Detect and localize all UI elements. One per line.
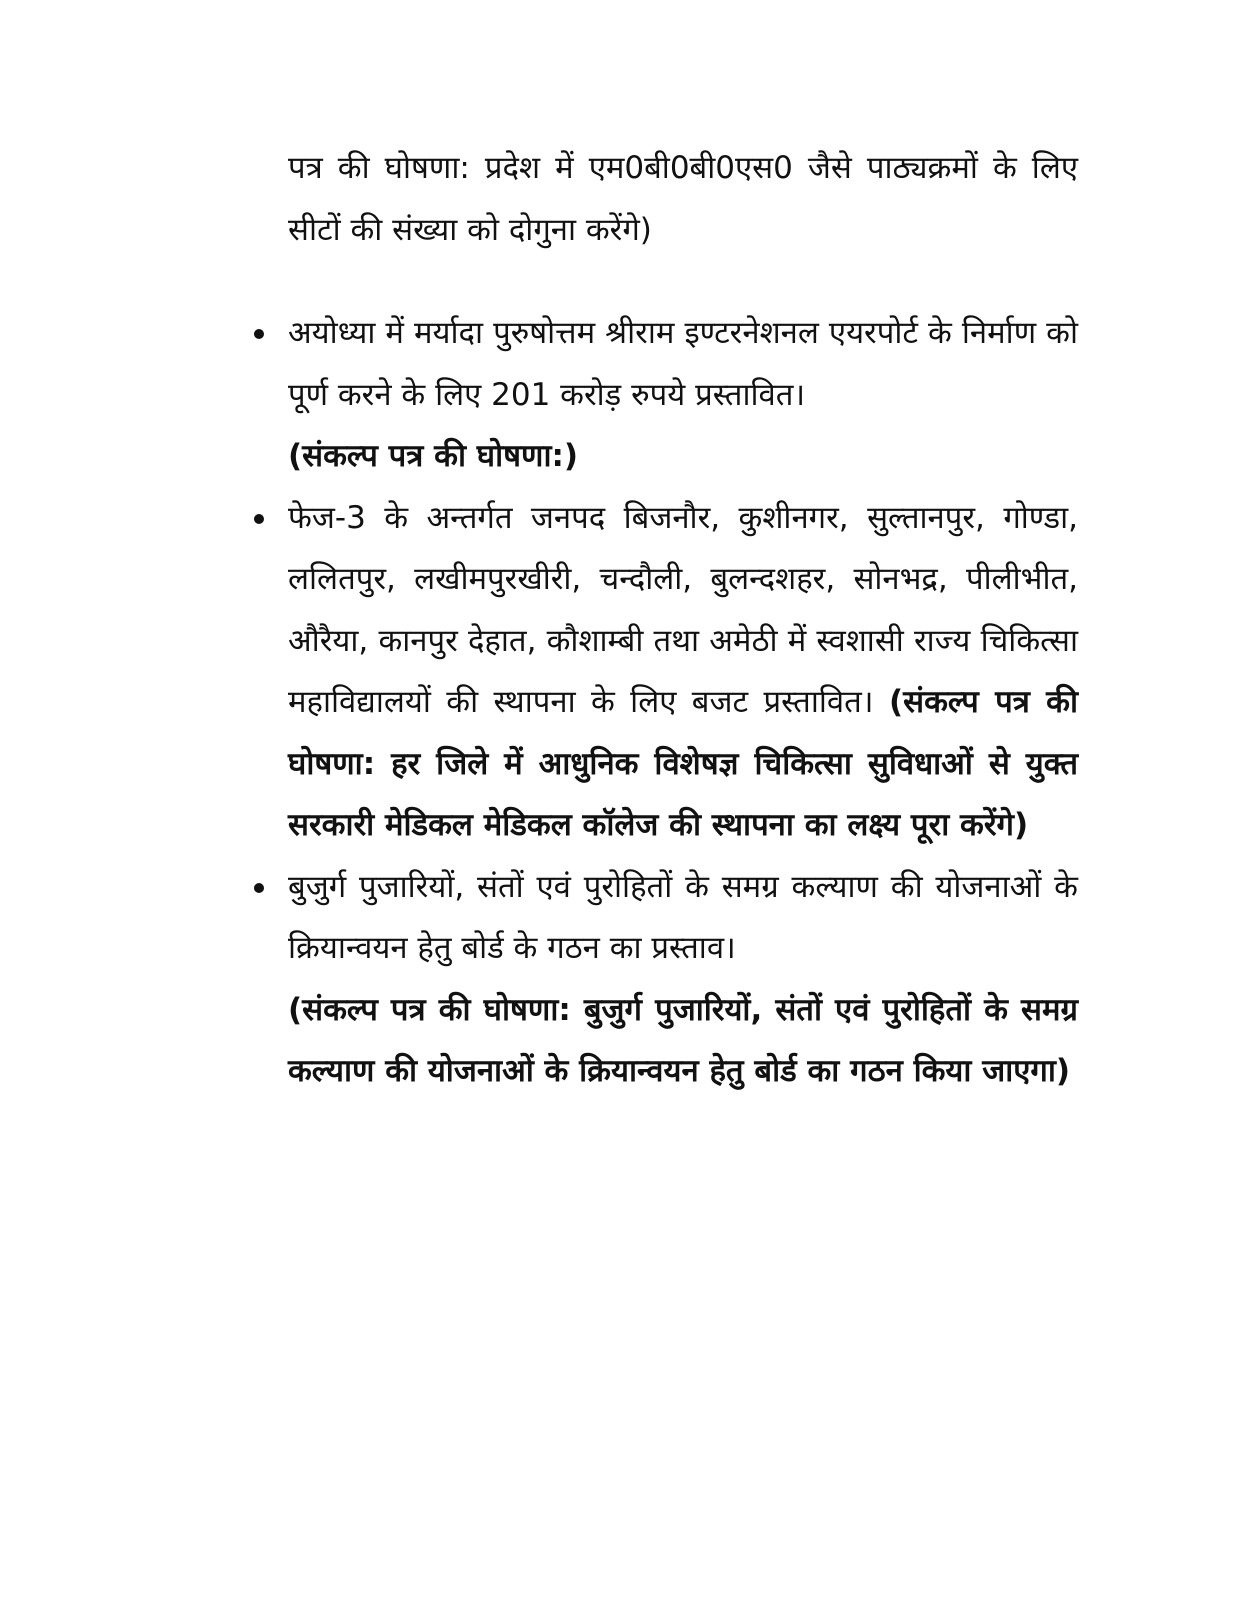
bullet-paragraph <box>288 857 1078 1103</box>
bullet-paragraph <box>288 303 1078 488</box>
bullet-icon <box>254 514 264 524</box>
bullet-icon <box>254 329 264 339</box>
bullet-text: अयोध्या में मर्यादा पुरुषोत्तम श्रीराम इण्टरनेशनल एयरपोर्ट के निर्माण को पूर्ण करने के लिए 201 करोड़ रुपये प्रस्तावित। <box>288 315 1078 413</box>
bullet-declaration: (संकल्प पत्र की घोषणा: हर जिले में आधुनिक विशेषज्ञ चिकित्सा सुविधाओं से युक्त सरकारी मेडिकल मेडिकल कॉलेज की स्थापना का लक्ष्य पूरा करेंगे) <box>288 684 1078 843</box>
bullet-declaration: (संकल्प पत्र की घोषणा: बुजुर्ग पुजारियों, संतों एवं पुरोहितों के समग्र कल्याण की योजनाओं के क्रियान्वयन हेतु बोर्ड का गठन किया जाएगा) <box>288 991 1078 1089</box>
page-content <box>288 138 1078 1103</box>
bullet-text: फेज-3 के अन्तर्गत जनपद बिजनौर, कुशीनगर, सुल्तानपुर, गोण्डा, ललितपुर, लखीमपुरखीरी, चन्दौली, बुलन्दशहर, सोनभद्र, पीलीभीत, औरैया, कानपुर देहात, कौशाम्बी तथा अमेठी में स्वशासी राज्य चिकित्सा महाविद्यालयों की स्थापना के लिए बजट प्रस्तावित। <box>288 499 1078 720</box>
bullet-item-medical-colleges <box>288 488 1078 857</box>
bullet-paragraph <box>288 488 1078 857</box>
bullet-declaration: (संकल्प पत्र की घोषणा:) <box>288 438 579 474</box>
bullet-item-priests-board <box>288 857 1078 1103</box>
bullet-text: बुजुर्ग पुजारियों, संतों एवं पुरोहितों के समग्र कल्याण की योजनाओं के क्रियान्वयन हेतु बोर्ड के गठन का प्रस्ताव। <box>288 868 1078 966</box>
continuation-paragraph: पत्र की घोषणा: प्रदेश में एम0बी0बी0एस0 जैसे पाठ्यक्रमों के लिए सीटों की संख्या को दोगुना करेंगे) <box>288 150 1078 248</box>
bullet-item-airport <box>288 303 1078 488</box>
bullet-icon <box>254 883 264 893</box>
